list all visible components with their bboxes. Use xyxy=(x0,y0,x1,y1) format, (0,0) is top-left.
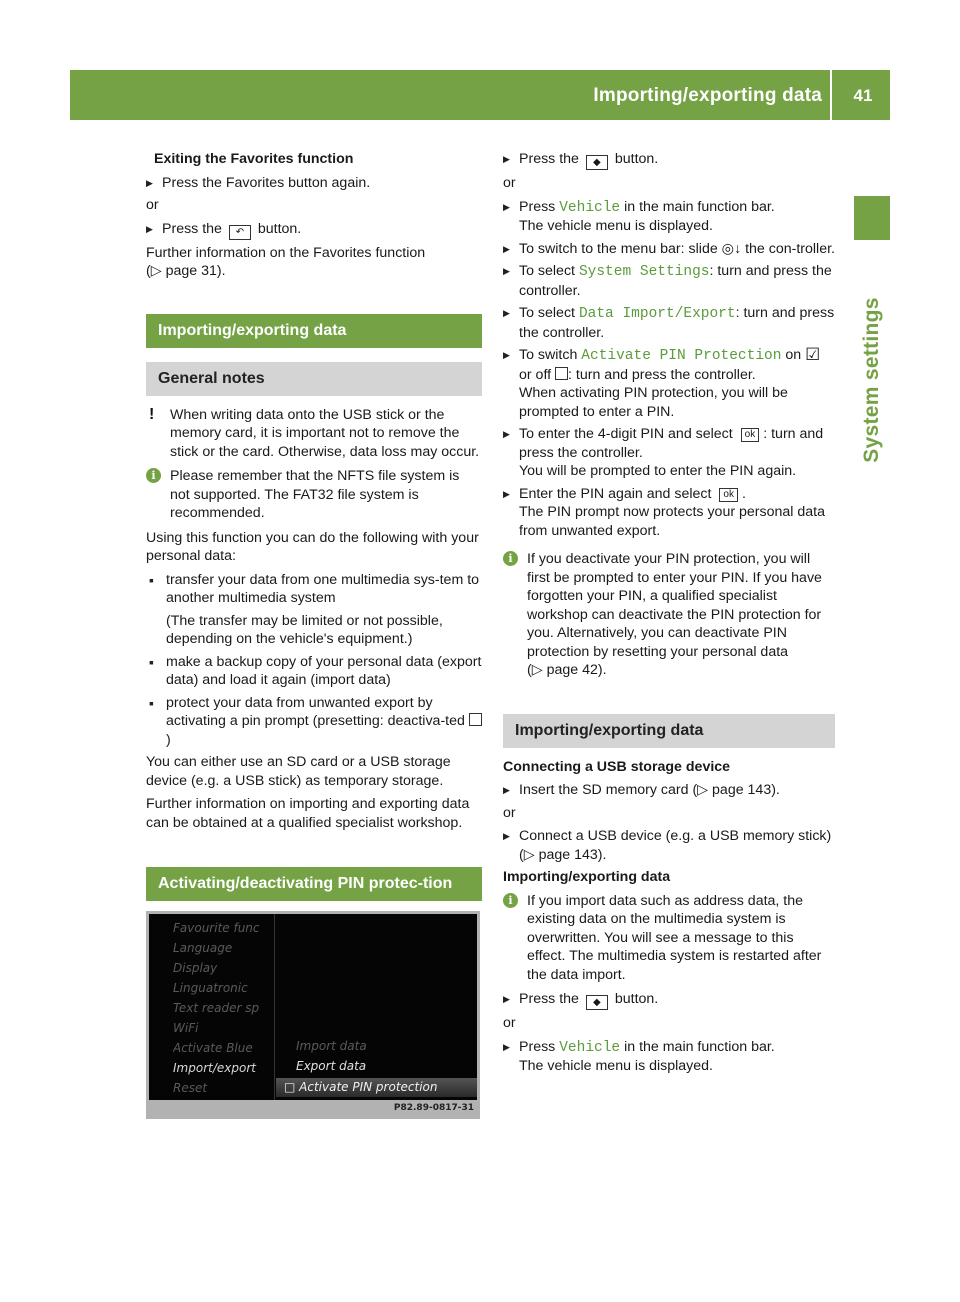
instruction-step: ▶ To switch Activate PIN Protection on ☑ or off : turn and press the controller. When activating PIN protection, you will be prompted to enter a PIN. xyxy=(503,346,835,421)
screenshot-display xyxy=(149,914,477,1100)
warning-icon: ! xyxy=(149,405,155,423)
side-tab-marker xyxy=(854,196,890,240)
screenshot-menu-item: Reset xyxy=(173,1081,208,1095)
car-button-icon: ◆ xyxy=(586,155,608,170)
screenshot-menu-item: Linguatronic xyxy=(173,981,248,995)
heading: Importing/exporting data xyxy=(503,869,671,885)
right-column xyxy=(503,150,835,1080)
warning-note: ! When writing data onto the USB stick or the memory card, it is important not to remove the stick or the card. Otherwise, data loss may occur. xyxy=(149,405,480,460)
instruction-step: ▶ Press the ↶ button. xyxy=(146,220,482,240)
screenshot-menu xyxy=(173,918,273,1098)
instruction-step: ▶ Press Vehicle in the main function bar. The vehicle menu is displayed. xyxy=(503,1038,835,1076)
list-item: ▪ transfer your data from one multimedia sys-tem to another multimedia system xyxy=(146,571,482,608)
exit-heading: Exiting the Favorites function xyxy=(154,151,354,167)
page-number: 41 xyxy=(853,86,873,105)
menu-term: Activate PIN Protection xyxy=(581,348,782,364)
screenshot-menu-item: WiFi xyxy=(173,1021,199,1035)
instruction-step: ▶ Press the ◆ button. xyxy=(503,990,835,1010)
paragraph: You can either use an SD card or a USB storage device (e.g. a USB stick) as temporary storage. xyxy=(146,754,451,789)
info-note: i Please remember that the NFTS file system is not supported. The FAT32 file system is recommended. xyxy=(146,467,482,523)
instruction-step: ▶ Press the ◆ button. xyxy=(503,150,835,170)
info-note: i If you import data such as address data, the existing data on the multimedia system is overwritten. You will see a message to this effect. The multimedia system is restarted after the data import. xyxy=(503,892,835,985)
instruction-step: ▶ Enter the PIN again and select ok . The PIN prompt now protects your personal data from unwanted export. xyxy=(503,485,835,541)
or-text: or xyxy=(503,1015,516,1031)
menu-term: Vehicle xyxy=(559,199,621,216)
screenshot-figure xyxy=(146,911,480,1119)
screenshot-submenu-item: Export data xyxy=(296,1059,367,1073)
ok-key-icon: ok xyxy=(741,428,760,442)
instruction-step: ▶ To switch to the menu bar: slide ◎↓ the con-troller. xyxy=(503,240,835,259)
instruction-step: ▶ Insert the SD memory card (▷ page 143). xyxy=(503,781,835,800)
instruction-step: ▶ Connect a USB device (e.g. a USB memory stick) (▷ page 143). xyxy=(503,827,835,864)
unchecked-box-icon xyxy=(469,713,482,726)
screenshot-menu-item: Display xyxy=(173,961,218,975)
screenshot-divider xyxy=(274,914,275,1100)
ok-key-icon: ok xyxy=(719,488,738,502)
subsection-heading: General notes xyxy=(146,362,482,396)
or-text: or xyxy=(146,197,159,213)
screenshot-menu-item: Language xyxy=(173,941,233,955)
menu-term: Data Import/Export xyxy=(578,306,736,322)
page-title: Importing/exporting data xyxy=(593,85,822,106)
left-column xyxy=(146,150,482,1119)
instruction-step: ▶ Press Vehicle in the main function bar. The vehicle menu is displayed. xyxy=(503,198,835,236)
header-band xyxy=(70,70,890,120)
info-icon: i xyxy=(503,893,518,908)
heading: Connecting a USB storage device xyxy=(503,758,731,775)
list-item: ▪ make a backup copy of your personal data (export data) and load it again (import data) xyxy=(146,653,482,690)
screenshot-menu-item: Text reader sp xyxy=(173,1001,260,1015)
list-item: ▪ protect your data from unwanted export by activating a pin prompt (presetting: deactiva-ted ) xyxy=(146,694,482,750)
paragraph: Further information on importing and exporting data can be obtained at a qualified specialist workshop. xyxy=(146,796,470,831)
screenshot-menu-item: Favourite func xyxy=(173,921,260,935)
instruction-step: ▶ To select Data Import/Export: turn and press the controller. xyxy=(503,304,835,342)
unchecked-box-icon xyxy=(555,367,568,380)
list-item-note: (The transfer may be limited or not possible, depending on the vehicle's equipment.) xyxy=(166,612,443,647)
back-button-icon: ↶ xyxy=(229,225,251,240)
figure-code: P82.89-0817-31 xyxy=(393,1102,474,1113)
checked-box-icon: ☑ xyxy=(805,345,821,364)
info-note: i If you deactivate your PIN protection, you will first be prompted to enter your PIN. If you have forgotten your PIN, a qualified specialist workshop can deactivate the PIN protection for you. Alternatively, you can deactivate PIN protection by resetting your personal data (▷ page 42). xyxy=(503,550,835,680)
chapter-label: System settings xyxy=(859,297,883,463)
paragraph: Using this function you can do the following with your personal data: xyxy=(146,529,479,564)
menu-term: Vehicle xyxy=(559,1039,621,1056)
subsection-heading: Importing/exporting data xyxy=(503,714,835,748)
instruction-step: ▶ To enter the 4-digit PIN and select ok : turn and press the controller. You will be prompted to enter the PIN again. xyxy=(503,425,835,481)
or-text: or xyxy=(503,804,516,821)
screenshot-submenu-item: Import data xyxy=(296,1039,367,1053)
info-icon: i xyxy=(503,551,518,566)
screenshot-menu-item: Activate Blue xyxy=(173,1041,253,1055)
paragraph: Further information on the Favorites function (▷ page 31). xyxy=(146,244,426,279)
screenshot-selected-item: □ Activate PIN protection xyxy=(276,1078,477,1097)
instruction-step: ▶ Press the Favorites button again. xyxy=(146,174,482,193)
header-divider xyxy=(830,70,832,120)
screenshot-submenu xyxy=(296,1036,476,1076)
section-heading: Importing/exporting data xyxy=(146,314,482,348)
or-text: or xyxy=(503,175,516,191)
info-icon: i xyxy=(146,468,161,483)
screenshot-menu-item-active: Import/export xyxy=(173,1061,256,1075)
instruction-step: ▶ To select System Settings: turn and press the controller. xyxy=(503,262,835,300)
section-heading: Activating/deactivating PIN protec-tion xyxy=(146,867,482,901)
menu-term: System Settings xyxy=(578,264,710,280)
car-button-icon: ◆ xyxy=(586,995,608,1010)
